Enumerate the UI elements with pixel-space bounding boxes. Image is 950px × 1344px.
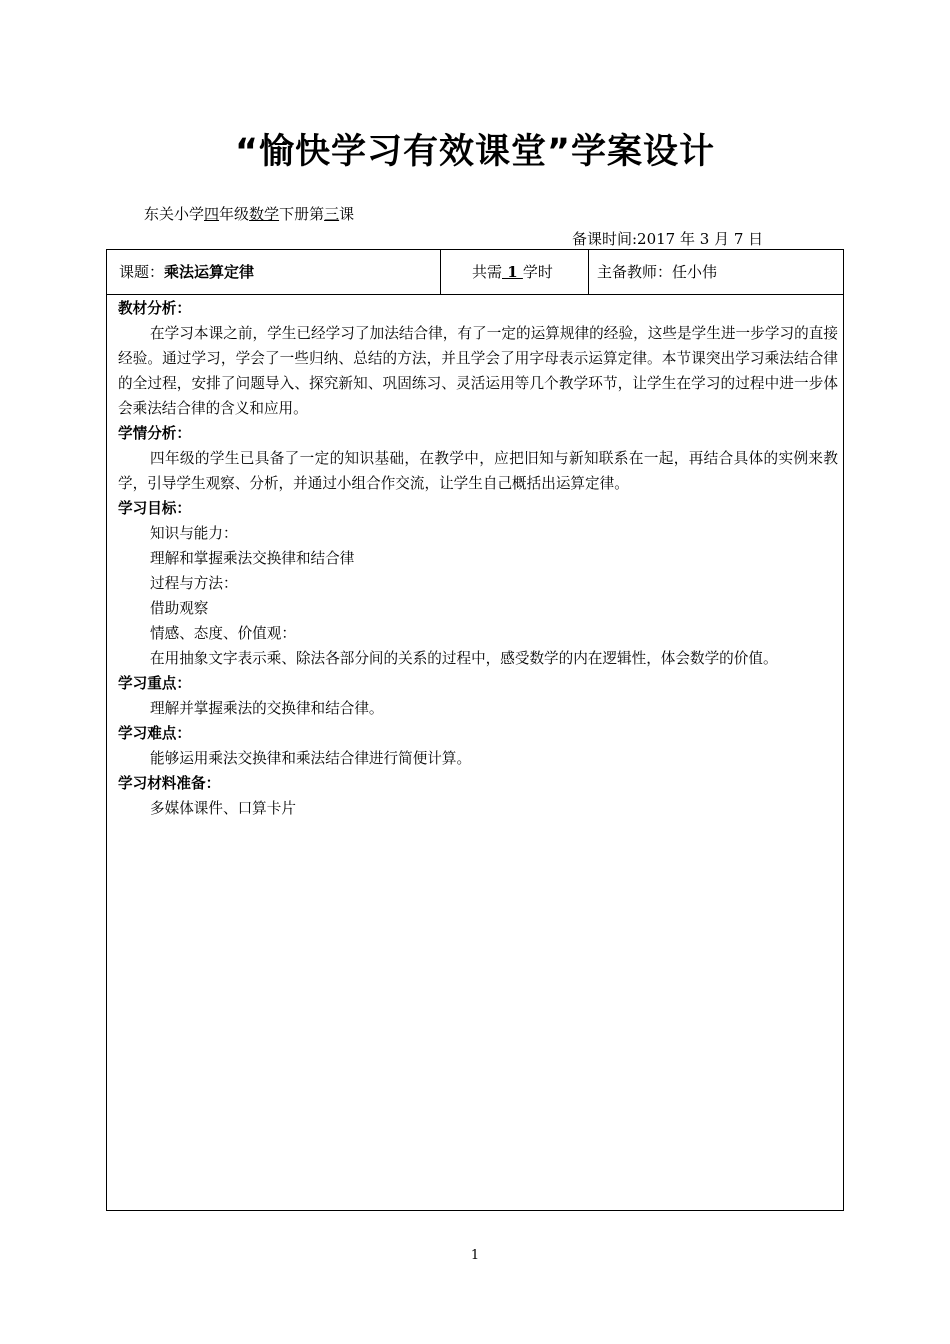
material-analysis-title: 教材分析： (118, 300, 191, 317)
difficulties-title: 学习难点： (118, 725, 191, 742)
student-analysis-text: 四年级的学生已具备了一定的知识基础，在教学中，应把旧知与新知联系在一起，再结合具体的实例来教学，引导学生观察、分析，并通过小组合作交流，让学生自己概括出运算定律。 (118, 450, 838, 492)
grade-suffix: 年级 (219, 205, 250, 223)
materials-prep-title: 学习材料准备： (118, 775, 221, 792)
grade-value: 四 (204, 205, 220, 223)
material-analysis-text: 在学习本课之前，学生已经学习了加法结合律，有了一定的运算规律的经验，这些是学生进一步学习的直接经验。通过学习，学会了一些归纳、总结的方法，并且学会了用字母表示运算定律。本节课突出学习乘法结合律的全过程，安排了问题导入、探究新知、巩固练习、灵活运用等几个教学环节，让学生在学习的过程中进一步体会乘法结合律的含义和应用。 (118, 325, 838, 417)
emotion-text: 在用抽象文字表示乘、除法各部分间的关系的过程中，感受数学的内在逻辑性，体会数学的价值。 (150, 650, 778, 667)
table-header-row (107, 250, 843, 295)
topic-label: 课题： (119, 263, 165, 281)
knowledge-label: 知识与能力： (150, 525, 238, 542)
process-label: 过程与方法： (150, 575, 238, 592)
teacher-cell (589, 250, 843, 294)
document-title: “愉快学习有效课堂”学案设计 (234, 132, 715, 172)
table-content (118, 296, 838, 821)
page-number: 1 (470, 1248, 480, 1263)
key-points-title: 学习重点： (118, 675, 191, 692)
volume-text: 下册第 (279, 205, 325, 223)
difficulties-text: 能够运用乘法交换律和乘法结合律进行简便计算。 (150, 750, 472, 767)
prep-date: 备课时间:2017 年 3 月 7 日 (572, 230, 764, 248)
materials-prep-text: 多媒体课件、口算卡片 (150, 800, 296, 817)
knowledge-text: 理解和掌握乘法交换律和结合律 (150, 550, 355, 567)
process-text: 借助观察 (150, 600, 209, 617)
hours-value: 1 (502, 263, 523, 281)
hours-suffix: 学时 (522, 263, 553, 281)
lesson-plan-table (106, 249, 844, 1211)
learning-goals-title: 学习目标： (118, 500, 191, 517)
topic-cell (107, 250, 441, 294)
teacher-label: 主备教师： (597, 263, 673, 281)
teacher-value: 任小伟 (672, 263, 718, 281)
hours-prefix: 共需 (472, 263, 503, 281)
topic-value: 乘法运算定律 (164, 263, 255, 281)
school-grade-line (144, 203, 354, 224)
subject-value: 数学 (249, 205, 280, 223)
school-name: 东关小学 (144, 205, 205, 223)
emotion-label: 情感、态度、价值观： (150, 625, 296, 642)
key-points-text: 理解并掌握乘法的交换律和结合律。 (150, 700, 384, 717)
lesson-number: 三 (324, 205, 340, 223)
lesson-suffix: 课 (339, 205, 355, 223)
hours-cell (441, 250, 589, 294)
student-analysis-title: 学情分析： (118, 425, 191, 442)
